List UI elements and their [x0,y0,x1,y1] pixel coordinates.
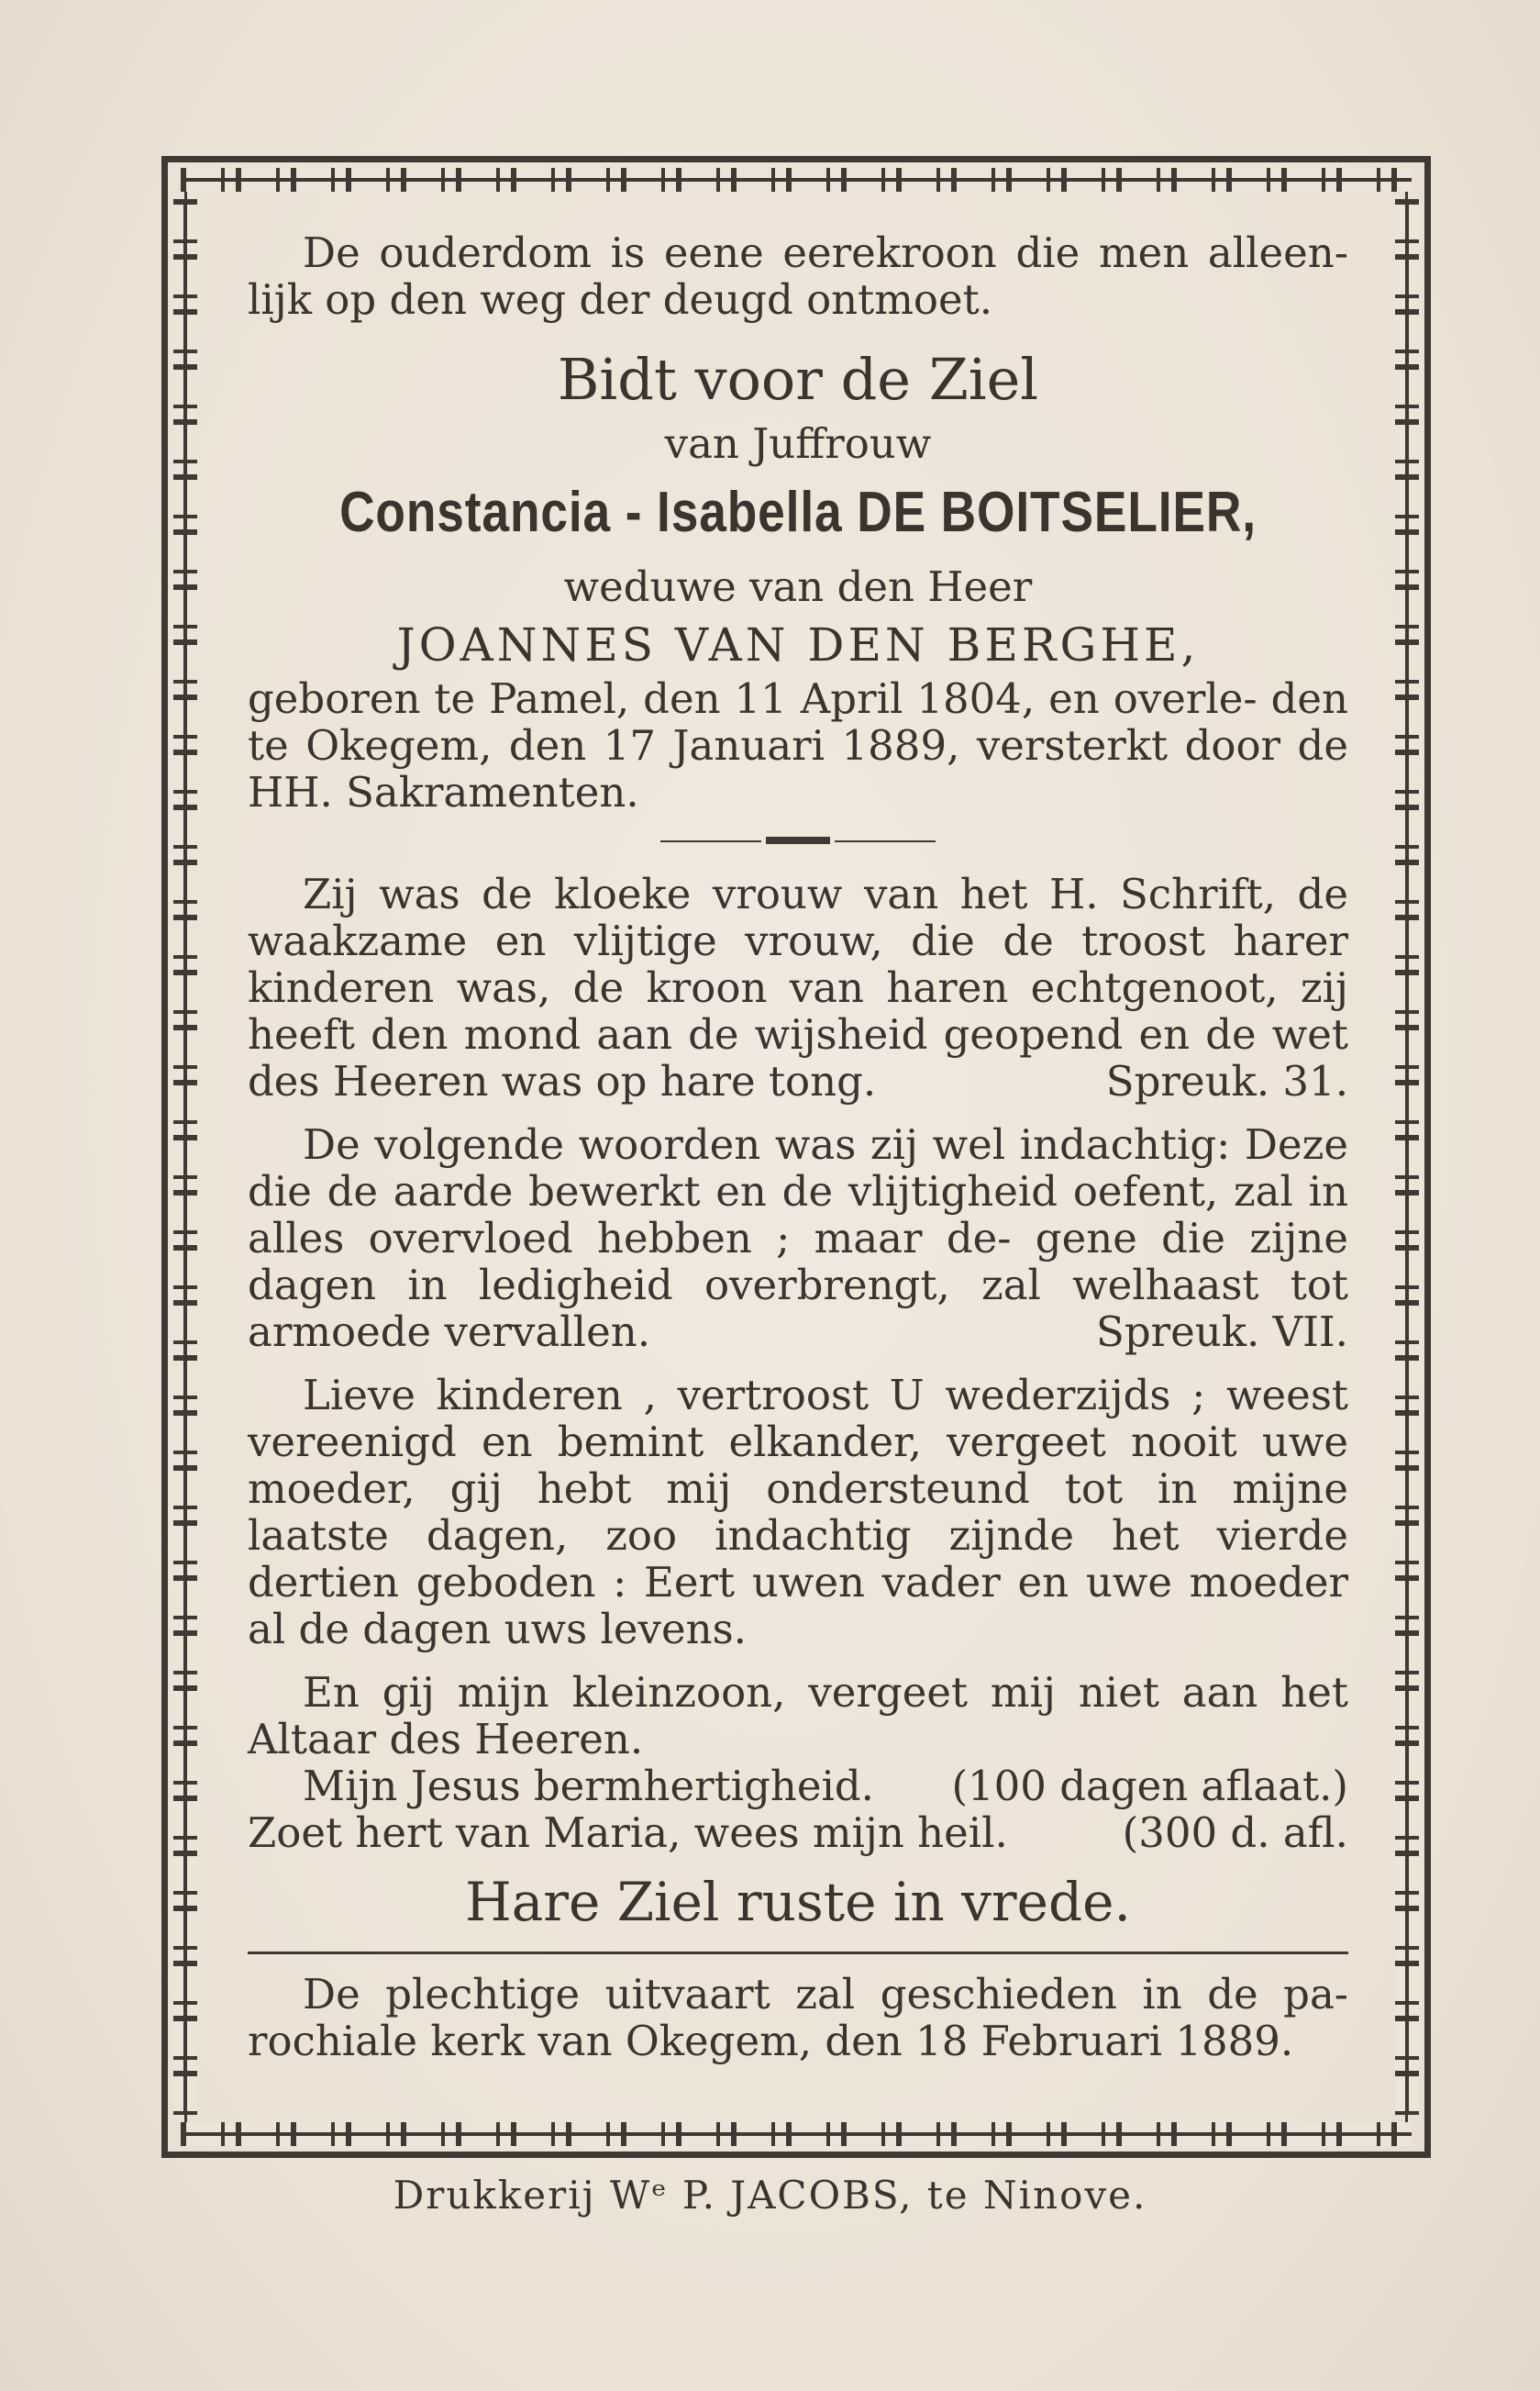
paragraph-virtues [248,871,1348,1105]
indulgence-1: (100 dagen aflaat.) [951,1762,1348,1810]
invocation-1: Mijn Jesus bermhertigheid. [303,1762,874,1810]
paragraph-children: Lieve kinderen , vertroost U wederzijds ; weest vereenigd en bemint elkander, vergeet nooit uwe moeder, gij hebt mij ondersteund tot in mijne laatste dagen, zoo indachtig zijnde het vierde dertien geboden : Eert uwen vader en uwe moeder al de dagen uws levens. [248,1371,1348,1653]
printer-imprint: Drukkerij Wᵉ P. JACOBS, te Ninove. [393,2173,1147,2218]
scripture-reference-2: Spreuk. VII. [1096,1307,1348,1356]
greek-key-border-bottom [181,2122,1412,2146]
paragraph-virtues-text: Zij was de kloeke vrouw van het H. Schrift, de waakzame en vlijtige vrouw, die de troost harer kinderen was, de kroon van haren echtgenoot, zij heeft den mond aan de wijsheid geopend en de wet des Heeren was op hare tong. [248,870,1348,1106]
closing-prayer: Hare Ziel ruste in vrede. [465,1871,1131,1933]
indulgence-2: (300 d. afl. [1122,1808,1348,1857]
husband-name: JOANNES VAN DEN BERGHE, [396,618,1200,672]
funeral-notice: De plechtige uitvaart zal geschieden in de pa- rochiale kerk van Okegem, den 18 Februari 1889. [248,1970,1348,2065]
paragraph-words-text: De volgende woorden was zij wel indachtig: Deze die de aarde bewerkt en de vlijtigheid oefent, zal in alles overvloed hebben ; maar de- gene die zijne dagen in ledigheid overbrengt, zal welhaast tot armoede vervallen. [248,1120,1348,1356]
birth-death-details: geboren te Pamel, den 11 April 1804, en overle- den te Okegem, den 17 Januari 1889, versterkt door de HH. Sakramenten. [248,674,1348,817]
greek-key-border-top [181,168,1412,192]
card-text [248,229,1348,2064]
paragraph-words [248,1121,1348,1355]
paragraph-grandson: En gij mijn kleinzoon, vergeet mij niet aan het Altaar des Heeren. [248,1668,1348,1763]
prayer-heading: Bidt voor de Ziel [557,346,1039,413]
ornamental-separator [660,836,936,847]
epigraph: De ouderdom is eene eerekroon die men alleen- lijk op den weg der deugd ontmoet. [248,228,1348,324]
horizontal-rule [248,1952,1348,1954]
invocation-line-2 [248,1809,1348,1856]
invocation-2: Zoet hert van Maria, wees mijn heil. [248,1808,1008,1857]
invocation-line-1 [248,1763,1348,1809]
widow-line: weduwe van den Heer [563,562,1033,611]
deceased-name: Constancia - Isabella DE BOITSELIER, [339,481,1257,544]
greek-key-border-left [173,199,197,2115]
scripture-reference-1: Spreuk. 31. [1105,1057,1348,1106]
greek-key-border-right [1395,199,1419,2115]
deceased-title: van Juffrouw [664,419,932,468]
